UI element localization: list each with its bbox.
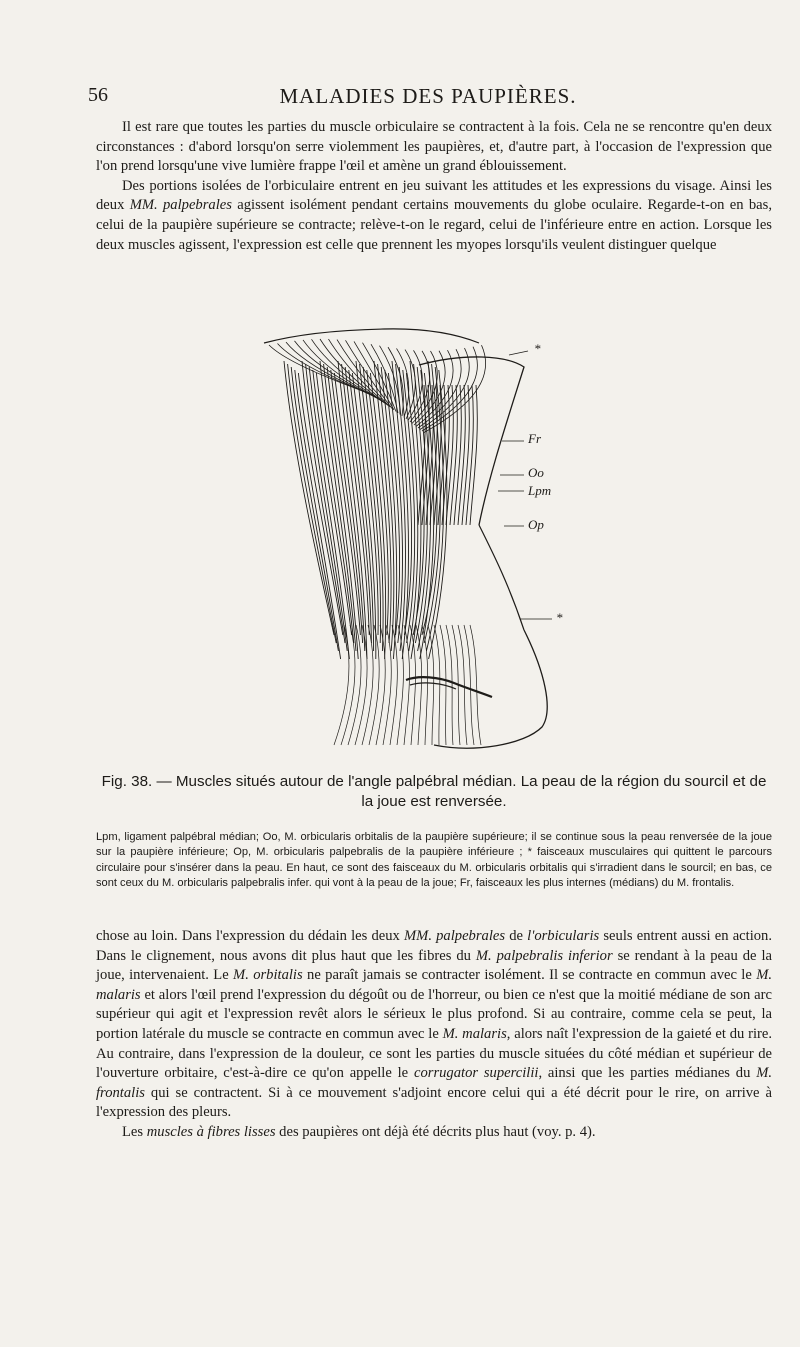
figure-caption: Fig. 38. — Muscles situés autour de l'angle palpébral médian. La peau de la région du sourcil et de la joue est renversée. [101,773,767,810]
label-op: Op [528,517,544,532]
label-star-bottom: * [556,610,563,625]
body-text-top [96,118,772,255]
label-star-top: * [534,341,541,356]
paragraph: Les muscles à fibres lisses des paupières ont déjà été décrits plus haut (voy. p. 4). [122,1123,596,1140]
label-fr: Fr [528,431,541,446]
paragraph: Des portions isolées de l'orbiculaire entrent en jeu suivant les attitudes et les expressions du visage. Ainsi les deux MM. palpebrales agissent isolément pendant certains mouvements du globe oculaire. Regarde-t-on en bas, celui de la paupière supérieure se contracte; relève-t-on le regard, celui de l'inférieure entre en action. Lorsque les deux muscles agissent, l'expression est celle que prennent les myopes lorsqu'ils veulent distinguer quelque [96,177,772,253]
running-title: MALADIES DES PAUPIÈRES. [279,84,577,108]
page-number: 56 [88,84,108,106]
label-lpm: Lpm [528,483,552,498]
figure-legend: Lpm, ligament palpébral médian; Oo, M. orbicularis orbitalis de la paupière supérieure; il se continue sous la peau renversée de la joue sur la paupière inférieure; Op, M. orbicularis palpebralis de la paupière inférieure ; * faisceaux musculaires qui quittent le parcours circulaire pour s'insérer dans la peau. En haut, ce sont des faisceaux du M. orbicularis orbitalis qui s'irradient dans le sourcil; en bas, ce sont ceux du M. orbicularis palpebralis infer. qui vont à la peau de la joue; Fr, faisceaux les plus internes (médians) du M. frontalis. [96,831,772,890]
emphasis: MM. palpebrales [129,197,232,214]
muscle-illustration [224,325,604,755]
label-oo: Oo [528,465,544,480]
body-text-bottom [96,927,772,1143]
paragraph: Il est rare que toutes les parties du muscle orbiculaire se contractent à la fois. Cela ne se rencontre qu'en deux circonstances : d'abord lorsqu'on serre violemment les paupières, et, d'autre part, à l'occasion de l'expression que l'on prend lorsqu'une vive lumière frappe l'œil et amène un grand éblouissement. [96,119,772,175]
figure-number: Fig. 38. [101,773,153,790]
paragraph: chose au loin. Dans l'expression du dédain les deux MM. palpebrales de l'orbicularis seuls entrent aussi en action. Dans le clignement, nous avons dit plus haut que les fibres du M. palpebralis inferior se rendant à la peau de la joue, intervenaient. Le M. orbitalis ne paraît jamais se contracter isolément. Il se contracte en commun avec le M. malaris et alors l'œil prend l'expression du dégoût ou de l'horreur, ou bien ce n'est que la moitié médiane de son arc supérieur qui agit et l'expression revêt alors le sérieux le plus profond. Si au contraire, comme cela se peut, la portion latérale du muscle se contracte en commun avec le M. malaris, alors naît l'expression de la gaieté et du rire. Au contraire, dans l'expression de la douleur, ce sont les parties du muscle situées du côté médian et supérieur de l'ouverture orbitaire, c'est-à-dire ce qu'on appelle le corrugator supercilii, ainsi que les parties médianes du M. frontalis qui se contractent. Si à ce mouvement s'adjoint encore celui qui a été décrit pour le rire, on arrive à l'expression des pleurs. [96,928,773,1121]
anatomical-figure [224,325,604,755]
page-header [88,84,768,114]
